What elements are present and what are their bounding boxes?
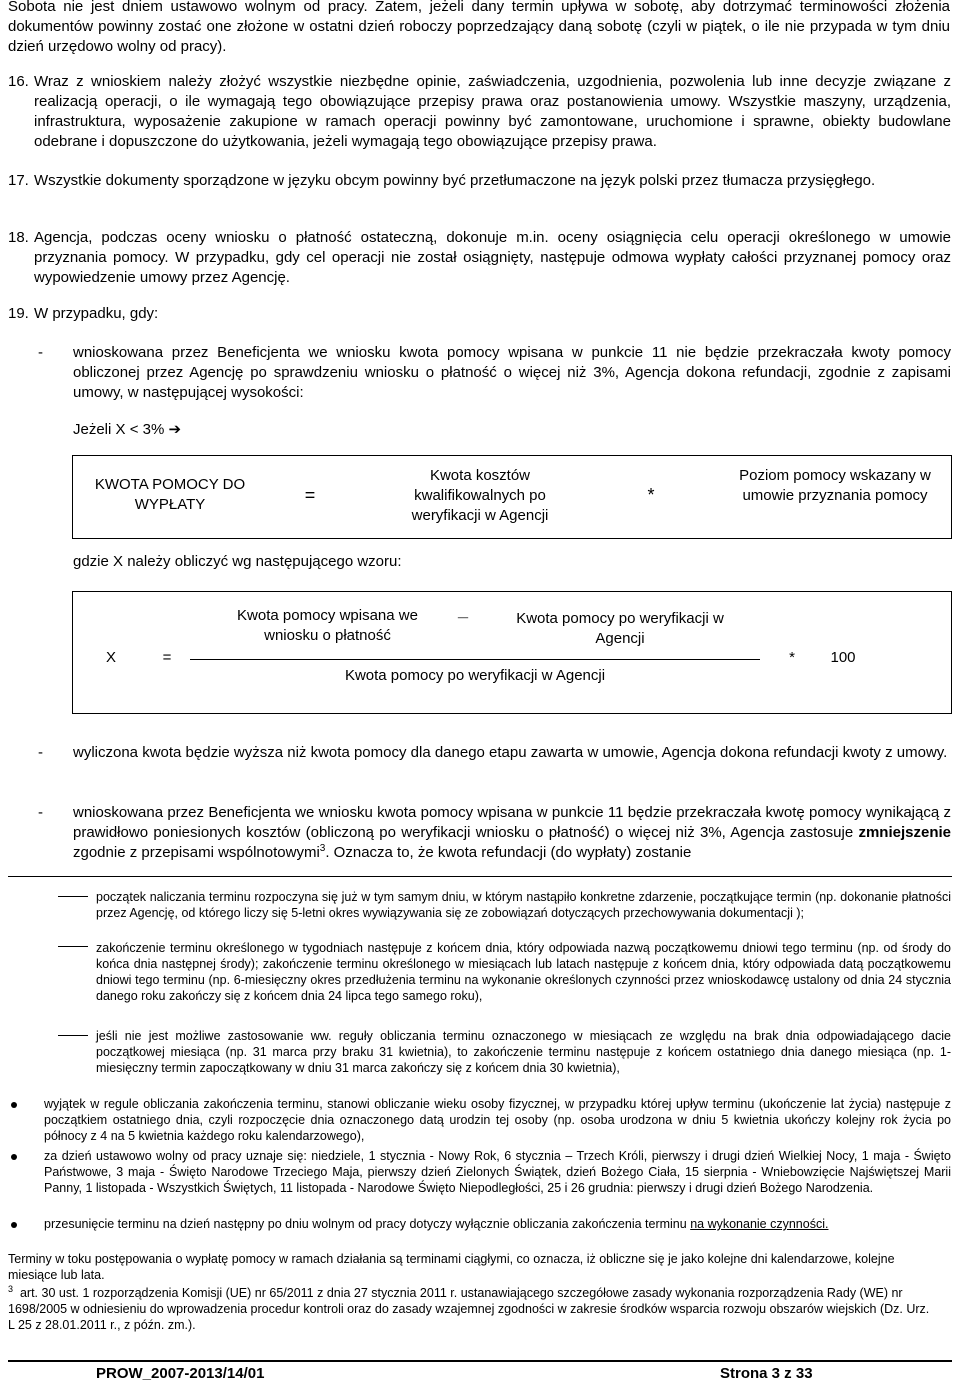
formula-1-term2: Poziom pomocy wskazany w umowie przyznania pomocy bbox=[739, 467, 931, 504]
footnote-dash-3-text: jeśli nie jest możliwe zastosowanie ww. reguły obliczania terminu oznaczonego w miesiącach ze względu na brak dnia odpowiadającego dacie początkowej miesiąca (np. 31 marca przy braku 31 kwietnia), to zakończenie terminu następuje z końcem ostatniego dnia danego miesiąca (np. 1-miesięczny termin zapoczątkowany w dniu 31 marca zakończy się z końcem dnia 30 kwietnia), bbox=[96, 1029, 951, 1075]
fraction-line bbox=[190, 659, 760, 660]
footnote-bullet-2 bbox=[11, 1154, 17, 1160]
formula-2-factor: 100 bbox=[830, 649, 856, 666]
formula-2-minus: _ bbox=[457, 600, 468, 620]
arrow-right-icon: ➔ bbox=[168, 420, 182, 438]
case-2-dash: - bbox=[38, 744, 43, 761]
footer-rule bbox=[8, 1360, 952, 1362]
footnote-separator bbox=[8, 876, 952, 877]
case-1-text: wnioskowana przez Beneficjenta we wniosku kwota pomocy wpisana w punkcie 11 nie będzie przekraczała kwoty pomocy obliczonej przez Agencję po sprawdzeniu wniosku o płatność o więcej niż 3%, Agencja dokona refundacji, zgodnie z zapisami umowy, w następującej wysokości: bbox=[73, 344, 951, 401]
formula-1-lhs: KWOTA POMOCY DO WYPŁATY bbox=[94, 476, 246, 513]
footnote-dash-2 bbox=[58, 946, 88, 947]
footnote-dash-1-text: początek naliczania terminu rozpoczyna się już w tym samym dniu, w którym nastąpiło konkretne zdarzenie, początkujące termin (np. dokonanie płatności przez Agencję, od którego liczy się 5-letni okres wywiązywania się ze zobowiązań dotyczących przechowywania dokumentacji ); bbox=[96, 890, 951, 920]
formula-1-term1: Kwota kosztów kwalifikowalnych po weryfikacji w Agencji bbox=[411, 467, 549, 524]
footnote-plain: Terminy w toku postępowania o wypłatę pomocy w ramach działania są terminami ciągłymi, co oznacza, iż obliczne się je jako kolejne dni kalendarzowe, kolejne miesiące lub lata. bbox=[8, 1252, 895, 1282]
footnote-bullet-3-text-a: przesunięcie terminu na dzień następny po dniu wolnym od pracy dotyczy wyłącznie obliczania zakończenia terminu bbox=[44, 1217, 691, 1231]
footnote-bullet-1 bbox=[11, 1102, 17, 1108]
footnote-bullet-2-text: za dzień ustawowo wolny od pracy uznaje się: niedziele, 1 stycznia - Nowy Rok, 6 stycznia – Trzech Króli, pierwszy i drugi dzień Wielkiej Nocy, 1 maja - Święto Państwowe, 3 maja - Święto Narodowe Trzeciego Maja, pierwszy dzień Zielonych Świątek, dzień Bożego Ciała, 15 sierpnia - Wniebowzięcie Najświętszej Marii Panny, 1 listopada - Wszystkich Świętych, 11 listopada - Narodowe Święto Niepodległości, 25 i 26 grudnia: pierwszy i drugi dzień Bożego Narodzenia. bbox=[44, 1149, 951, 1195]
footer-code: PROW_2007-2013/14/01 bbox=[96, 1365, 265, 1382]
formula-2-den: Kwota pomocy po weryfikacji w Agencji bbox=[344, 667, 606, 684]
formula-2-mult: * bbox=[789, 649, 795, 666]
formula-2-num1: Kwota pomocy wpisana we wniosku o płatność bbox=[237, 607, 418, 644]
footnote-ref-3: 3 bbox=[319, 843, 326, 854]
item-16-text: Wraz z wnioskiem należy złożyć wszystkie niezbędne opinie, zaświadczenia, uzgodnienia, pozwolenia lub inne decyzje związane z realizacją operacji, o ile wymagają tego obowiązujące przepisy prawa oraz postanowienia umowy. Wszystkie maszyny, urządzenia, infrastruktura, wyposażenie zakupione w ramach operacji powinny być zamontowane, uruchomione i sprawne, obiekty budowlane odebrane i dopuszczone do użytkowania, jeżeli wymagają tego obowiązujące przepisy prawa. bbox=[34, 73, 951, 150]
footnote-bullet-3-underlined: na wykonanie czynności. bbox=[690, 1217, 829, 1231]
condition-text: Jeżeli X < 3% bbox=[73, 421, 165, 438]
formula-1-op: * bbox=[647, 485, 655, 505]
formula-2-num2: Kwota pomocy po weryfikacji w Agencji bbox=[516, 610, 724, 647]
item-19-number: 19. bbox=[8, 305, 29, 322]
footnote-dash-2-text: zakończenie terminu określonego w tygodniach następuje z końcem dnia, który odpowiada nazwą początkowemu dniowi tego terminu (np. od środy do końca dnia następnej środy); zakończenie terminu określonego w miesiącach lub latach następuje z końcem dnia, który odpowiada datą początkowemu dniowi tego terminu (np. 6-miesięczny okres przedłużenia terminu na wykonanie określonych czynności przez wnioskodawcę ustalony od dnia 24 stycznia danego roku zakończy się z końcem dnia 24 lipca tego samego roku), bbox=[96, 941, 951, 1003]
case-3-bold: zmniejszenie bbox=[858, 824, 951, 841]
footnote-bullet-1-text: wyjątek w regule obliczania zakończenia terminu, stanowi obliczanie wieku osoby fizycznej, w przypadku której upływ terminu (ukończenie lat życia) następuje z początkiem ostatniego dnia, czyli rozpoczęcie dnia oznaczonego datą urodzin tej osoby (np. osoba urodzona w dniu 5 kwietnia ukończy kolejny rok życia po północy z 4 na 5 kwietnia każdego roku kalendarzowego), bbox=[44, 1097, 951, 1143]
footnote-bullet-3 bbox=[11, 1222, 17, 1228]
formula-1-eq: = bbox=[304, 485, 316, 505]
case-2-text: wyliczona kwota będzie wyższa niż kwota pomocy dla danego etapu zawarta w umowie, Agencja dokona refundacji kwoty z umowy. bbox=[73, 744, 948, 761]
case-3-text bbox=[73, 803, 951, 863]
footnote-3-text: art. 30 ust. 1 rozporządzenia Komisji (UE) nr 65/2011 z dnia 27 stycznia 2011 r. ustanawiającego szczegółowe zasady wykonania rozporządzenia Rady (WE) nr 1698/2005 w odniesieniu do wprowadzenia procedur kontroli oraz do zasady wzajemnej zgodności w zakresie środków wsparcia rozwoju obszarów wiejskich (Dz. Urz. L 25 z 28.01.2011 r., z późn. zm.). bbox=[8, 1286, 930, 1332]
footer-page-number: Strona 3 z 33 bbox=[720, 1365, 813, 1382]
case-3-dash: - bbox=[38, 804, 43, 821]
item-18-number: 18. bbox=[8, 229, 29, 246]
item-17-number: 17. bbox=[8, 172, 29, 189]
item-16-number: 16. bbox=[8, 73, 29, 90]
formula-2-x: X bbox=[105, 649, 116, 666]
case-3-text-a: wnioskowana przez Beneficjenta we wniosku kwota pomocy wpisana w punkcie 11 będzie przekraczała kwotę pomocy wynikającą z prawidłowo poniesionych kosztów (obliczoną po weryfikacji wniosku o płatność) o więcej niż 3%, Agencja zastosuje bbox=[73, 804, 951, 841]
footnote-bullet-3-text bbox=[44, 1216, 951, 1232]
item-19-text: W przypadku, gdy: bbox=[34, 305, 159, 322]
formula-2-eq: = bbox=[162, 649, 172, 666]
item-17-text: Wszystkie dokumenty sporządzone w języku obcym powinny być przetłumaczone na język polski przez tłumacza przysięgłego. bbox=[34, 172, 876, 189]
case-3-text-c: . Oznacza to, że kwota refundacji (do wypłaty) zostanie bbox=[325, 844, 692, 861]
case-1-dash: - bbox=[38, 344, 43, 361]
case-3-text-b: zgodnie z przepisami wspólnotowymi bbox=[73, 844, 320, 861]
item-18-text: Agencja, podczas oceny wniosku o płatność ostateczną, dokonuje m.in. oceny osiągnięcia celu operacji określonego w umowie przyznania pomocy. W przypadku, gdy cel operacji nie został osiągnięty, następuje odmowa wypłaty całości przyznanej pomocy oraz wypowiedzenie umowy przez Agencję. bbox=[34, 229, 951, 286]
footnote-3-number: 3 bbox=[8, 1283, 14, 1294]
formula-note: gdzie X należy obliczyć wg następującego wzoru: bbox=[73, 553, 402, 570]
footnote-3 bbox=[8, 1285, 938, 1333]
footnote-dash-1 bbox=[58, 896, 88, 897]
condition-line bbox=[73, 419, 373, 440]
intro-paragraph: Sobota nie jest dniem ustawowo wolnym od pracy. Zatem, jeżeli dany termin upływa w sobotę, aby dotrzymać terminowości złożenia dokumentów powinny zostać one złożone w ostatni dzień roboczy poprzedzający daną sobotę (czyli w piątek, o ile nie przypada w tym dniu dzień urzędowo wolny od pracy). bbox=[8, 0, 950, 55]
footnote-dash-3 bbox=[58, 1035, 88, 1036]
